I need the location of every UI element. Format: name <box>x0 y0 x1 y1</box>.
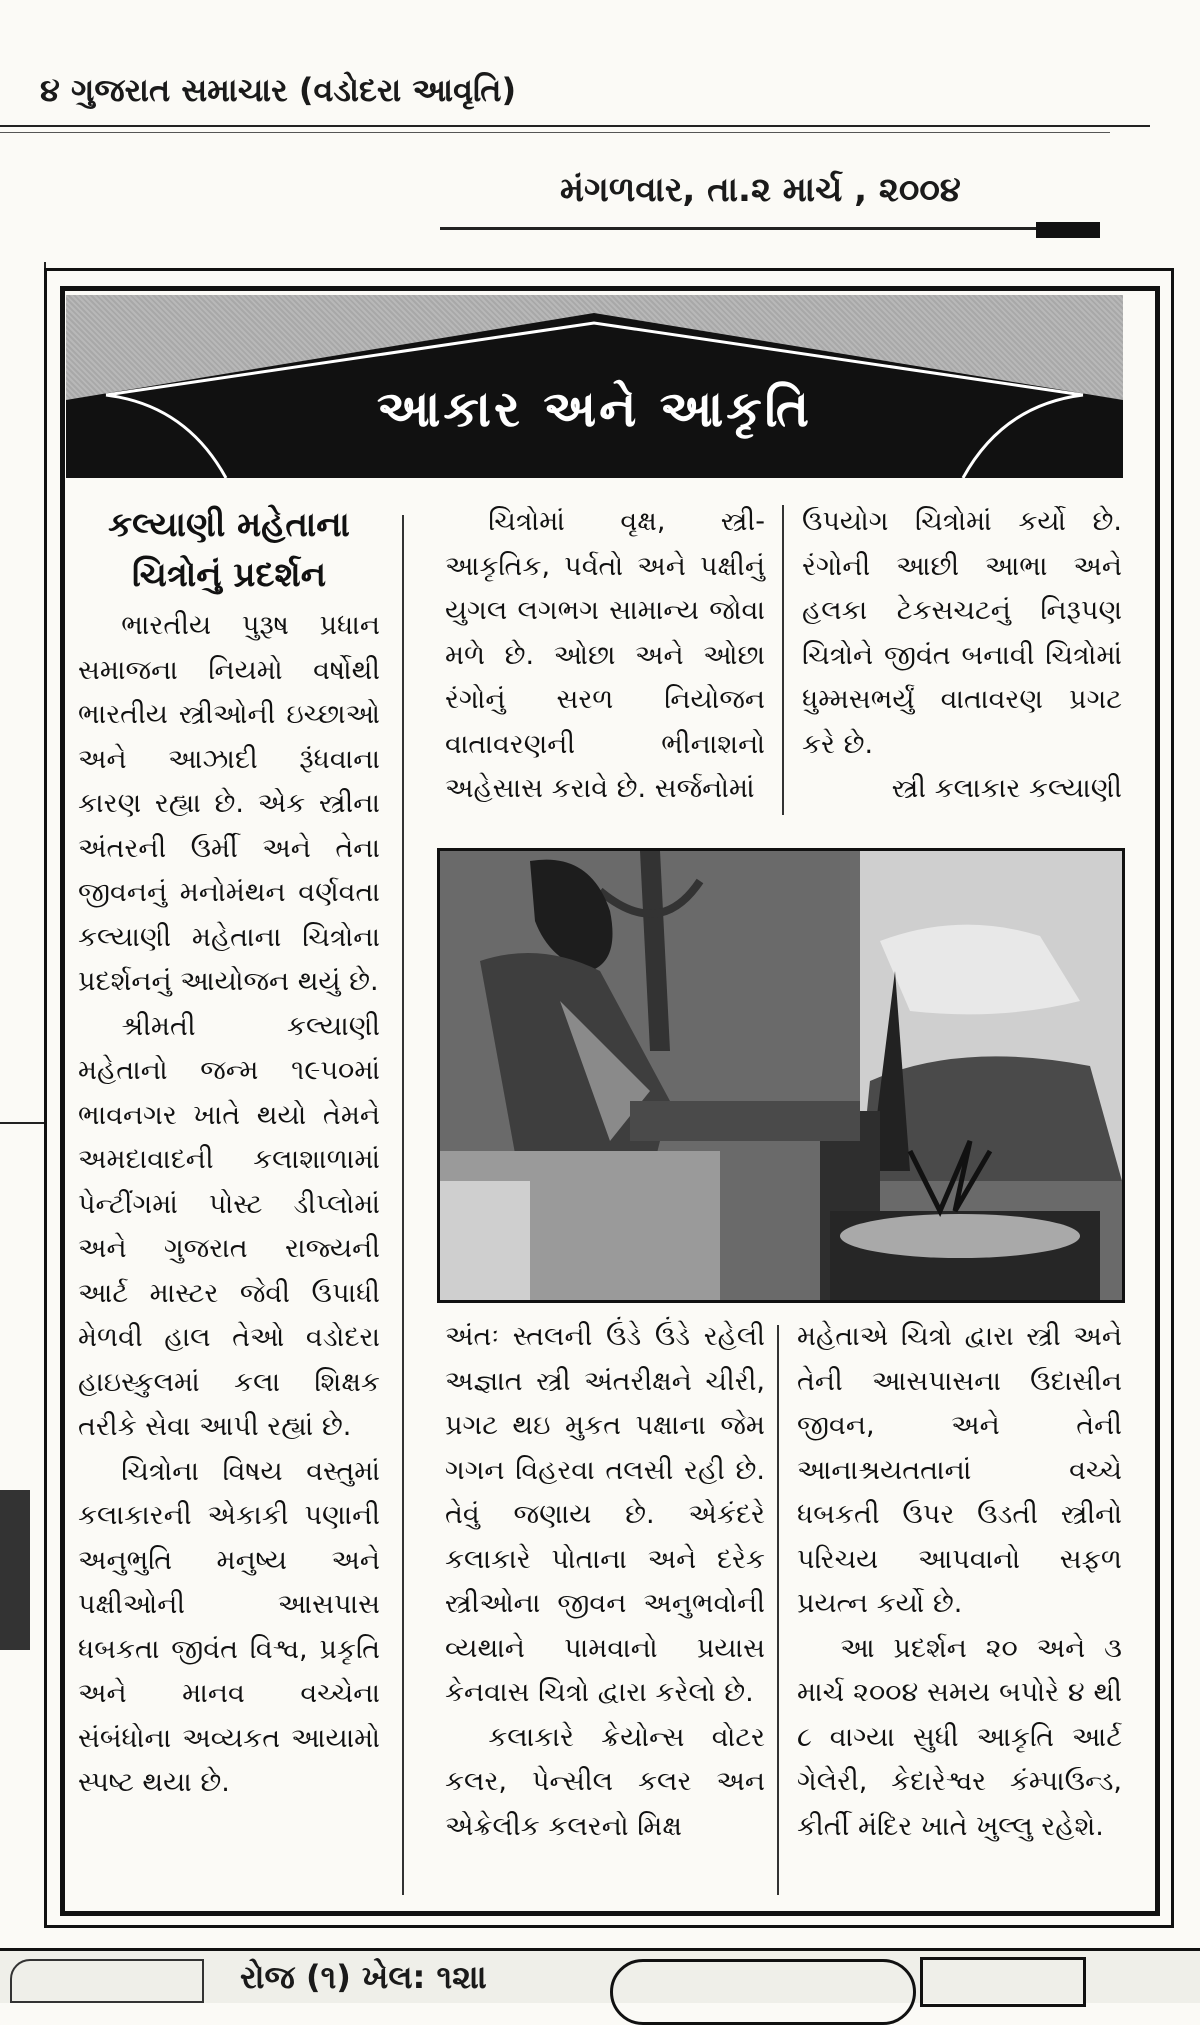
publication-date: મંગળવાર, તા.૨ માર્ચ , ૨૦૦૪ <box>440 150 1100 230</box>
adjacent-ad-strip <box>0 1948 1200 2003</box>
banner-title: આકાર અને આકૃતિ <box>376 380 813 438</box>
section-banner <box>66 295 1123 478</box>
article-column-1 <box>78 500 380 1806</box>
paragraph: કલાકારે ક્રેયોન્સ વોટર કલર, પેન્સીલ કલર અન એક્રેલીક કલરનો મિક્ષ <box>445 1721 765 1842</box>
header-divider <box>0 132 1110 133</box>
column-divider <box>402 515 404 1895</box>
paragraph: ભારતીય પુરૂષ પ્રધાન સમાજના નિયમો વર્ષોથી ભારતીય સ્ત્રીઓની ઇચ્છાઓ અને આઝાદી રૂંધવાના કારણ રહ્યા છે. એક સ્ત્રીના અંતરની ઉર્મી અને તેના જીવનનું મનોમંથન વર્ણવતા કલ્યાણી મહેતાના ચિત્રોના પ્રદર્શનનું આયોજન થયું છે. <box>78 610 380 997</box>
ad-oval-frame <box>610 1959 916 2025</box>
paragraph: મહેતાએ ચિત્રો દ્વારા સ્ત્રી અને તેની આસપાસના ઉદાસીન જીવન, અને તેની આનાશ્રયતતાનાં વચ્ચે ધબકતી ઉપર ઉડતી સ્ત્રીનો પરિચય આપવાનો સફળ પ્રયત્ન કર્યો છે. <box>797 1321 1122 1619</box>
page-header <box>0 55 1150 127</box>
artist-photo <box>437 848 1125 1303</box>
article-column-3-top <box>802 500 1122 812</box>
adjacent-column-left <box>0 262 46 1124</box>
adjacent-image-fragment <box>0 1490 30 1650</box>
date-bar-decoration <box>1036 222 1100 238</box>
paragraph: ચિત્રોમાં વૃક્ષ, સ્ત્રી-આકૃતિક, પર્વતો અને પક્ષીનું યુગલ લગભગ સામાન્ય જોવા મળે છે. ઓછા અને ઓછા રંગોનું સરળ નિયોજન વાતાવરણની ભીનાશનો અહેસાસ કરાવે છે. સર્જનોમાં <box>445 506 765 804</box>
paragraph: સ્ત્રી કલાકાર કલ્યાણી <box>891 773 1122 804</box>
article-headline: કલ્યાણી મહેતાના ચિત્રોનું પ્રદર્શન <box>108 505 350 595</box>
column-divider <box>782 505 784 815</box>
paragraph: ચિત્રોના વિષય વસ્તુમાં કલાકારની એકાકી પણાની અનુભુતિ મનુષ્ય અને પક્ષીઓની આસપાસ ધબકતા જીવંત વિશ્વ, પ્રકૃતિ અને માનવ વચ્ચેના સંબંધોના અવ્યકત આયામો સ્પષ્ટ થયા છે. <box>78 1455 380 1798</box>
paragraph: ઉપયોગ ચિત્રોમાં કર્યો છે. રંગોની આછી આભા અને હલકા ટેકસચટનું નિરૂપણ ચિત્રોને જીવંત બનાવી ચિત્રોમાં ધુમ્મસભર્યું વાતાવરણ પ્રગટ કરે છે. <box>802 506 1122 760</box>
paragraph: અંતઃ સ્તલની ઉંડે ઉંડે રહેલી અજ્ઞાત સ્ત્રી અંતરીક્ષને ચીરી, પ્રગટ થઇ મુકત પક્ષાના જેમ ગગન વિહરવા તલસી રહી છે. તેવું જણાય છે. એકંદરે કલાકારે પોતાના અને દરેક સ્ત્રીઓના જીવન અનુભવોની વ્યથાને પામવાનો પ્રયાસ કેનવાસ ચિત્રો દ્વારા કરેલો છે. <box>445 1321 765 1708</box>
article-column-2-top <box>445 500 765 812</box>
paragraph: આ પ્રદર્શન ૨૦ અને ૩ માર્ચ ૨૦૦૪ સમય બપોરે ૪ થી ૮ વાગ્યા સુધી આકૃતિ આર્ટ ગેલેરી, કેદારેશ્વર કંમ્પાઉન્ડ, કીર્તી મંદિર ખાતે ખુલ્લુ રહેશે. <box>797 1632 1122 1842</box>
paragraph: શ્રીમતી કલ્યાણી મહેતાનો જન્મ ૧૯૫૦માં ભાવનગર ખાતે થયો તેમને અમદાવાદની કલાશાળામાં પેન્ટીંગમાં પોસ્ટ ડીપ્લોમાં અને ગુજરાત રાજ્યની આર્ટ માસ્ટર જેવી ઉપાધી મેળવી હાલ તેઓ વડોદરા હાઇસ્કુલમાં કલા શિક્ષક તરીકે સેવા આપી રહ્યાં છે. <box>78 1010 380 1442</box>
ad-showtime-text: રોજ (૧) ખેલ: ૧૨॥ <box>240 1958 488 1996</box>
article-column-3-bottom <box>797 1315 1122 1849</box>
column-divider <box>777 1325 779 1895</box>
article-column-2-bottom <box>445 1315 765 1849</box>
newspaper-name: ૪ ગુજરાત સમાચાર (વડોદરા આવૃતિ) <box>40 71 517 109</box>
photo-artist-painting <box>440 851 1122 1300</box>
ad-logo-box <box>10 1959 204 2003</box>
